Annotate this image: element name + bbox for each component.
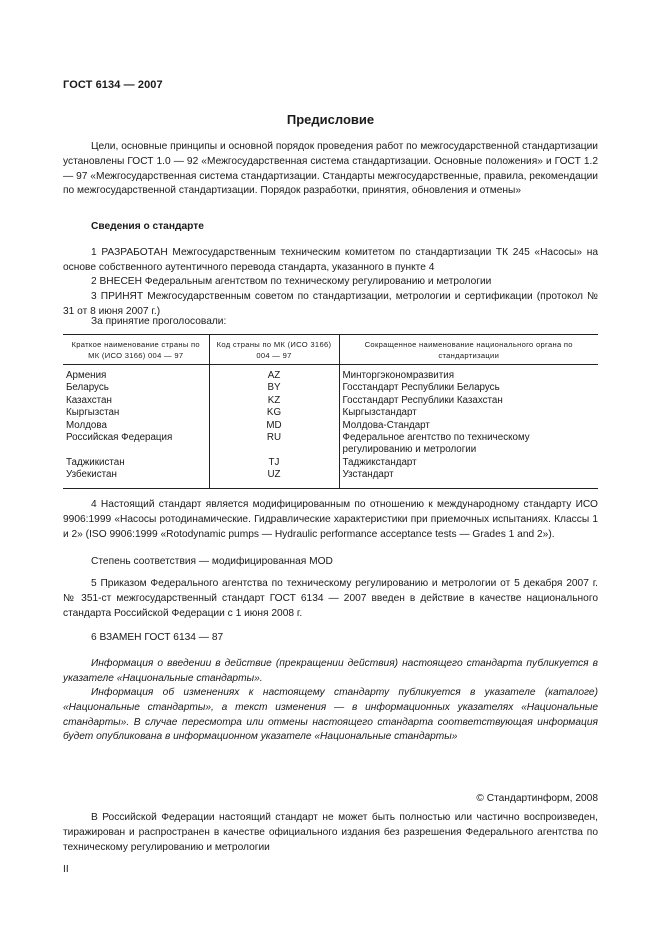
code-cell: TJ: [209, 457, 339, 469]
country-cell: Казахстан: [66, 394, 112, 406]
item-2-submitted: 2 ВНЕСЕН Федеральным агентством по техническому регулированию и метрологии: [91, 276, 492, 287]
code-cell: AZ: [209, 365, 339, 383]
table-row: [63, 420, 598, 432]
code-cell: KG: [209, 407, 339, 419]
body-cell: Таджикстандарт: [339, 457, 598, 469]
item-3-adopted: 3 ПРИНЯТ Межгосударственным советом по стандартизации, метрологии и сертификации (протокол № 31 от 8 июня 2007 г.): [63, 291, 598, 317]
intro-paragraph: Цели, основные принципы и основной порядок проведения работ по межгосударственной стандартизации установлены ГОСТ 1.0 — 92 «Межгосударственная система стандартизации. Основные положения» и ГОСТ 1.2 — 97 «Межгосударственная система стандартизации. Стандарты межгосударственные, правила, рекомендации по межгосударственной стандартизации. Порядок разработки, принятия, обновления и отмены»: [63, 141, 598, 197]
code-cell: UZ: [209, 469, 339, 488]
body-cell: Федеральное агентство по техническому регулированию и метрологии: [339, 432, 598, 457]
table-header-code: Код страны по МК (ИСО 3166) 004 — 97: [209, 335, 339, 365]
code-cell: RU: [209, 432, 339, 457]
body-cell: Госстандарт Республики Казахстан: [339, 395, 598, 407]
country-cell: Кыргызстан: [66, 407, 120, 419]
page-title: Предисловие: [286, 112, 375, 127]
table-row: [63, 395, 598, 407]
section-heading: Сведения о стандарте: [91, 221, 204, 232]
table-row: [63, 382, 598, 394]
voting-table: [63, 334, 598, 489]
country-cell: Беларусь: [66, 382, 109, 394]
body-cell: Кыргызстандарт: [339, 407, 598, 419]
info-introduction: Информация о введении в действие (прекращении действия) настоящего стандарта публикуется в указателе «Национальные стандарты».: [63, 658, 598, 684]
table-row: [63, 365, 598, 383]
page-number: II: [63, 864, 69, 875]
table-row: [63, 407, 598, 419]
item-1-developed: 1 РАЗРАБОТАН Межгосударственным техническим комитетом по стандартизации ТК 245 «Насосы» на основе собственного аутентичного перевода стандарта, указанного в пункте 4: [63, 247, 598, 273]
table-header-country: Краткое наименование страны по МК (ИСО 3166) 004 — 97: [63, 335, 209, 365]
table-header-row: [63, 335, 598, 365]
copyright-line: © Стандартинформ, 2008: [476, 793, 598, 804]
country-cell: Молдова: [66, 419, 107, 431]
reproduction-notice: В Российской Федерации настоящий стандарт не может быть полностью или частично воспроизведен, тиражирован и распространен в качестве официального издания без разрешения Федерального агентства по техническому регулированию и метрологии: [63, 812, 598, 853]
table-row: [63, 457, 598, 469]
table-header-body: Сокращенное наименование национального органа по стандартизации: [339, 335, 598, 365]
country-cell: Таджикистан: [66, 456, 125, 468]
table-row: [63, 432, 598, 457]
document-header: ГОСТ 6134 — 2007: [63, 79, 163, 91]
code-cell: MD: [209, 420, 339, 432]
item-5-order: 5 Приказом Федерального агентства по техническому регулированию и метрологии от 5 декабря 2007 г. № 351-ст межгосударственный стандарт ГОСТ 6134 — 2007 введен в действие в качестве национального стандарта Российской Федерации с 1 июня 2008 г.: [63, 578, 598, 619]
body-cell: Молдова-Стандарт: [339, 420, 598, 432]
body-cell: Узстандарт: [339, 469, 598, 488]
item-6-replaces: 6 ВЗАМЕН ГОСТ 6134 — 87: [91, 632, 224, 643]
body-cell: Госстандарт Республики Беларусь: [339, 382, 598, 394]
country-cell: Армения: [66, 370, 107, 381]
voted-label: За принятие проголосовали:: [91, 316, 227, 327]
code-cell: KZ: [209, 395, 339, 407]
item-4-modified: 4 Настоящий стандарт является модифицированным по отношению к международному стандарту ИСО 9906:1999 «Насосы ротодинамические. Гидравлические характеристики при приемочных испытаниях. Классы 1 и 2» (ISO 9906:1999 «Rotodynamic pumps — Hydraulic performance acceptance tests — Grades 1 and 2»).: [63, 499, 598, 540]
code-cell: BY: [209, 382, 339, 394]
country-cell: Российская Федерация: [66, 432, 173, 444]
table-row: [63, 469, 598, 488]
body-cell: Минторгэкономразвития: [339, 365, 598, 383]
info-changes: Информация об изменениях к настоящему стандарту публикуется в указателе (каталоге) «Национальные стандарты», а текст изменения — в информационных указателях «Национальные стандарты». В случае пересмотра или отмены настоящего стандарта соответствующая информация будет опубликована в информационном указателе «Национальные стандарты»: [63, 687, 598, 743]
country-cell: Узбекистан: [63, 469, 209, 488]
conformity-degree: Степень соответствия — модифицированная MOD: [91, 556, 333, 567]
